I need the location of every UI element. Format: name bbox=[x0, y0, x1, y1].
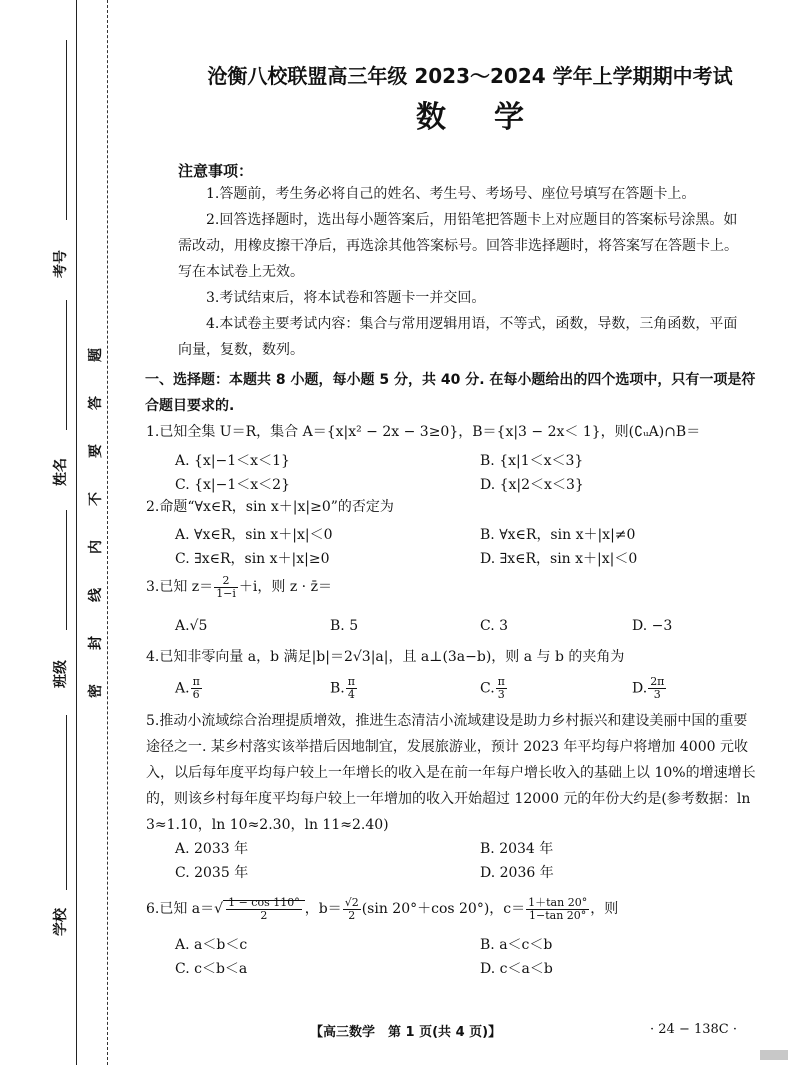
fraction-denominator: 4 bbox=[347, 688, 355, 701]
seal-char: 要 bbox=[88, 444, 104, 458]
question-2-option-b: B. ∀x∈R，sin x＋|x|≠0 bbox=[480, 527, 636, 543]
seal-char: 封 bbox=[88, 636, 104, 650]
question-1-option-c: C. {x|−1＜x＜2} bbox=[175, 477, 290, 493]
option-fraction bbox=[346, 676, 357, 701]
fraction-numerator: 1 − cos 110° bbox=[228, 895, 300, 909]
fraction-denominator: 2 bbox=[348, 908, 356, 922]
c-fraction bbox=[526, 897, 589, 922]
question-4-option-a bbox=[175, 676, 203, 701]
question-3-stem bbox=[146, 574, 758, 600]
question-6-option-c: C. c＜b＜a bbox=[175, 961, 248, 977]
seal-char: 不 bbox=[88, 492, 104, 506]
question-3-stem-post: ＋i，则 z · z̄＝ bbox=[238, 579, 332, 595]
question-2-stem: 2.命题“∀x∈R，sin x＋|x|≥0”的否定为 bbox=[146, 499, 394, 515]
fraction-denominator: 1−i bbox=[216, 586, 236, 600]
margin-line-inner bbox=[107, 0, 108, 1065]
question-5-option-b: B. 2034 年 bbox=[480, 841, 554, 857]
margin-line-outer bbox=[76, 0, 77, 1065]
notice-item: 3.考试结束后，将本试卷和答题卡一并交回。 bbox=[206, 290, 486, 306]
class-blank bbox=[66, 510, 67, 630]
school-blank bbox=[66, 715, 67, 890]
watermark-logo-icon bbox=[760, 1050, 788, 1060]
b-fraction bbox=[343, 897, 361, 922]
notice-item: 1.答题前，考生务必将自己的姓名、考生号、考场号、座位号填写在答题卡上。 bbox=[206, 186, 696, 202]
question-4-option-c bbox=[480, 676, 508, 701]
option-fraction bbox=[496, 676, 507, 701]
option-fraction bbox=[648, 676, 666, 701]
option-label: A. bbox=[175, 680, 190, 697]
question-6-part-b: ，b＝ bbox=[304, 901, 342, 917]
name-blank bbox=[66, 300, 67, 430]
seal-char: 答 bbox=[88, 396, 104, 410]
seal-char: 密 bbox=[88, 684, 104, 698]
option-label: D. bbox=[632, 680, 648, 697]
question-6-stem bbox=[146, 896, 758, 922]
exam-no-label: 考号 bbox=[53, 250, 69, 278]
notice-item: 2.回答选择题时，选出每小题答案后，用铅笔把答题卡上对应题目的答案标号涂黑。如需改动，用橡皮擦干净后，再选涂其他答案标号。回答非选择题时，将答案写在答题卡上。写在本试卷上无效。 bbox=[178, 212, 738, 280]
question-3-fraction bbox=[214, 575, 238, 600]
question-3-option-b: B. 5 bbox=[330, 618, 359, 634]
name-label: 姓名 bbox=[53, 458, 69, 486]
fraction-numerator: π bbox=[347, 675, 355, 688]
question-3-option-c: C. 3 bbox=[480, 618, 509, 634]
question-6-option-b: B. a＜c＜b bbox=[480, 937, 553, 953]
question-3-option-d: D. −3 bbox=[632, 618, 673, 634]
notice-item: 4.本试卷主要考试内容：集合与常用逻辑用语，不等式，函数，导数，三角函数，平面向量，复数，数列。 bbox=[178, 316, 738, 358]
option-label: C. bbox=[480, 680, 495, 697]
question-4-option-b bbox=[330, 676, 358, 701]
question-5-stem: 5.推动小流域综合治理提质增效，推进生态清洁小流域建设是助力乡村振兴和建设美丽中国的重要途径之一. 某乡村落实该举措后因地制宜，发展旅游业，预计 2023 年平均每户将增加 4000 元收入，以后每年度平均每户较上一年增长的收入是在前一年每户增长收入的基础上以 10%的增速增长的，则该乡村每年度平均每户较上一年增加的收入开始超过 12000 元的年份大约是(参考数据：ln 3≈1.10，ln 10≈2.30，ln 11≈2.40) bbox=[146, 713, 756, 833]
question-2-option-c: C. ∃x∈R，sin x＋|x|≥0 bbox=[175, 551, 330, 567]
option-fraction bbox=[191, 676, 202, 701]
exam-no-blank bbox=[66, 40, 67, 220]
question-6-option-d: D. c＜a＜b bbox=[480, 961, 553, 977]
fraction-numerator: 1＋tan 20° bbox=[528, 895, 588, 909]
question-5-option-d: D. 2036 年 bbox=[480, 865, 554, 881]
question-6-part-d: ，则 bbox=[590, 901, 619, 917]
fraction-denominator: 3 bbox=[497, 688, 505, 701]
question-1-stem: 1.已知全集 U＝R，集合 A＝{x|x² − 2x − 3≥0}，B＝{x|3 − 2x＜ 1}，则(∁ᵤA)∩B＝ bbox=[146, 424, 701, 440]
fraction-numerator: 2 bbox=[214, 575, 238, 588]
subject-title: 数学 bbox=[416, 100, 572, 135]
fraction-denominator: 3 bbox=[653, 688, 661, 701]
fraction-numerator: π bbox=[192, 675, 200, 688]
question-1-option-d: D. {x|2＜x＜3} bbox=[480, 477, 584, 493]
question-3-option-a: A.√5 bbox=[175, 618, 208, 634]
notice-heading: 注意事项： bbox=[178, 162, 254, 180]
page-footer: 【高三数学 第 1 页(共 4 页)】 bbox=[310, 1025, 502, 1040]
sqrt-sign: √ bbox=[214, 901, 224, 917]
sqrt-fraction bbox=[226, 897, 302, 922]
section-heading: 一、选择题：本题共 8 小题，每小题 5 分，共 40 分. 在每小题给出的四个选项中，只有一项是符合题目要求的. bbox=[145, 372, 756, 414]
class-label: 班级 bbox=[53, 660, 69, 688]
question-5-option-a: A. 2033 年 bbox=[175, 841, 249, 857]
exam-title: 沧衡八校联盟高三年级 2023～2024 学年上学期期中考试 bbox=[207, 64, 733, 88]
paper-code: · 24 − 138C · bbox=[650, 1022, 737, 1037]
fraction-denominator: 1−tan 20° bbox=[529, 908, 587, 922]
fraction-numerator: π bbox=[497, 675, 505, 688]
seal-char: 题 bbox=[88, 348, 104, 362]
seal-char: 线 bbox=[88, 588, 104, 602]
question-6-option-a: A. a＜b＜c bbox=[175, 937, 248, 953]
question-1-option-a: A. {x|−1＜x＜1} bbox=[175, 453, 290, 469]
fraction-numerator: 2π bbox=[650, 675, 665, 688]
question-4-stem: 4.已知非零向量 a，b 满足|b|＝2√3|a|，且 a⊥(3a−b)，则 a 与 b 的夹角为 bbox=[146, 649, 625, 665]
question-2-option-d: D. ∃x∈R，sin x＋|x|＜0 bbox=[480, 551, 638, 567]
question-3-stem-pre: 3.已知 z＝ bbox=[146, 579, 214, 595]
question-5-option-c: C. 2035 年 bbox=[175, 865, 249, 881]
option-label: B. bbox=[330, 680, 345, 697]
question-6-part-c: (sin 20°＋cos 20°)，c＝ bbox=[361, 901, 526, 917]
question-6-part-a: 6.已知 a＝ bbox=[146, 901, 215, 917]
question-1-option-b: B. {x|1＜x＜3} bbox=[480, 453, 584, 469]
fraction-numerator: √2 bbox=[344, 895, 359, 909]
question-2-option-a: A. ∀x∈R，sin x＋|x|＜0 bbox=[175, 527, 333, 543]
school-label: 学校 bbox=[53, 908, 69, 936]
fraction-denominator: 6 bbox=[192, 688, 200, 701]
sqrt-body bbox=[223, 895, 305, 922]
fraction-denominator: 2 bbox=[260, 908, 268, 922]
question-4-option-d bbox=[632, 676, 667, 701]
seal-char: 内 bbox=[88, 540, 104, 554]
